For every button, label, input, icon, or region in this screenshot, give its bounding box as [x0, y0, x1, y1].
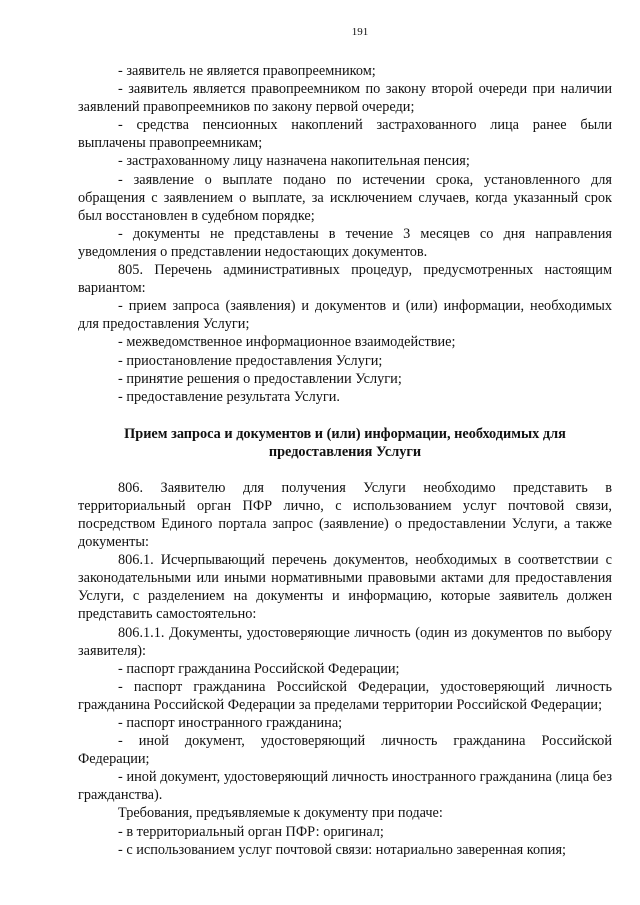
list-item: - застрахованному лицу назначена накопительная пенсия;	[118, 153, 470, 170]
list-item: - средства пенсионных накоплений застрахованного лица ранее были выплачены правопреемникам;	[78, 117, 612, 152]
section-text-bottom	[78, 479, 612, 859]
list-item: - заявитель является правопреемником по закону второй очереди при наличии заявлений правопреемников по закону первой очереди;	[78, 81, 612, 116]
section-text-top	[78, 62, 612, 406]
paragraph: 805. Перечень административных процедур, предусмотренных настоящим вариантом:	[78, 262, 612, 297]
list-item: - предоставление результата Услуги.	[118, 388, 340, 405]
list-item: - принятие решения о предоставлении Услуги;	[118, 370, 402, 387]
list-item: - в территориальный орган ПФР: оригинал;	[118, 823, 384, 840]
list-item: - паспорт гражданина Российской Федерации;	[118, 660, 400, 677]
page-number: 191	[351, 26, 369, 38]
list-item: - приостановление предоставления Услуги;	[118, 352, 383, 369]
list-item: - заявление о выплате подано по истечении срока, установленного для обращения с заявлением о выплате, за исключением случаев, когда указанный срок был восстановлен в судебном порядке;	[78, 171, 612, 224]
list-item: - межведомственное информационное взаимодействие;	[118, 334, 456, 351]
paragraph: 806.1. Исчерпывающий перечень документов, необходимых в соответствии с законодательными или иными нормативными правовыми актами для предоставления Услуги, с разделением на документы и информацию, которые заявитель должен представить самостоятельно:	[78, 552, 612, 623]
paragraph: 806.1.1. Документы, удостоверяющие личность (один из документов по выбору заявителя):	[78, 624, 612, 659]
list-item: - иной документ, удостоверяющий личность гражданина Российской Федерации;	[78, 733, 612, 768]
list-item: - прием запроса (заявления) и документов и (или) информации, необходимых для предоставления Услуги;	[78, 298, 612, 333]
list-item: - заявитель не является правопреемником;	[118, 63, 376, 79]
paragraph: 806. Заявителю для получения Услуги необходимо представить в территориальный орган ПФР лично, с использованием услуг почтовой связи, посредством Единого портала запрос (заявление) о предоставлении Услуги, а также документы:	[78, 479, 612, 551]
list-item: - иной документ, удостоверяющий личность иностранного гражданина (лица без гражданства).	[78, 769, 612, 804]
list-item: - паспорт иностранного гражданина;	[118, 715, 343, 731]
list-item: - документы не представлены в течение 3 месяцев со дня направления уведомления о представлении недостающих документов.	[78, 225, 612, 260]
list-item: - с использованием услуг почтовой связи: нотариально заверенная копия;	[118, 841, 566, 858]
paragraph: Требования, предъявляемые к документу при подаче:	[118, 805, 443, 822]
section-heading: Прием запроса и документов и (или) информации, необходимых для предоставления Услуги	[124, 425, 566, 460]
list-item: - паспорт гражданина Российской Федерации, удостоверяющий личность гражданина Российской Федерации за пределами территории Российской Федерации;	[78, 678, 612, 713]
